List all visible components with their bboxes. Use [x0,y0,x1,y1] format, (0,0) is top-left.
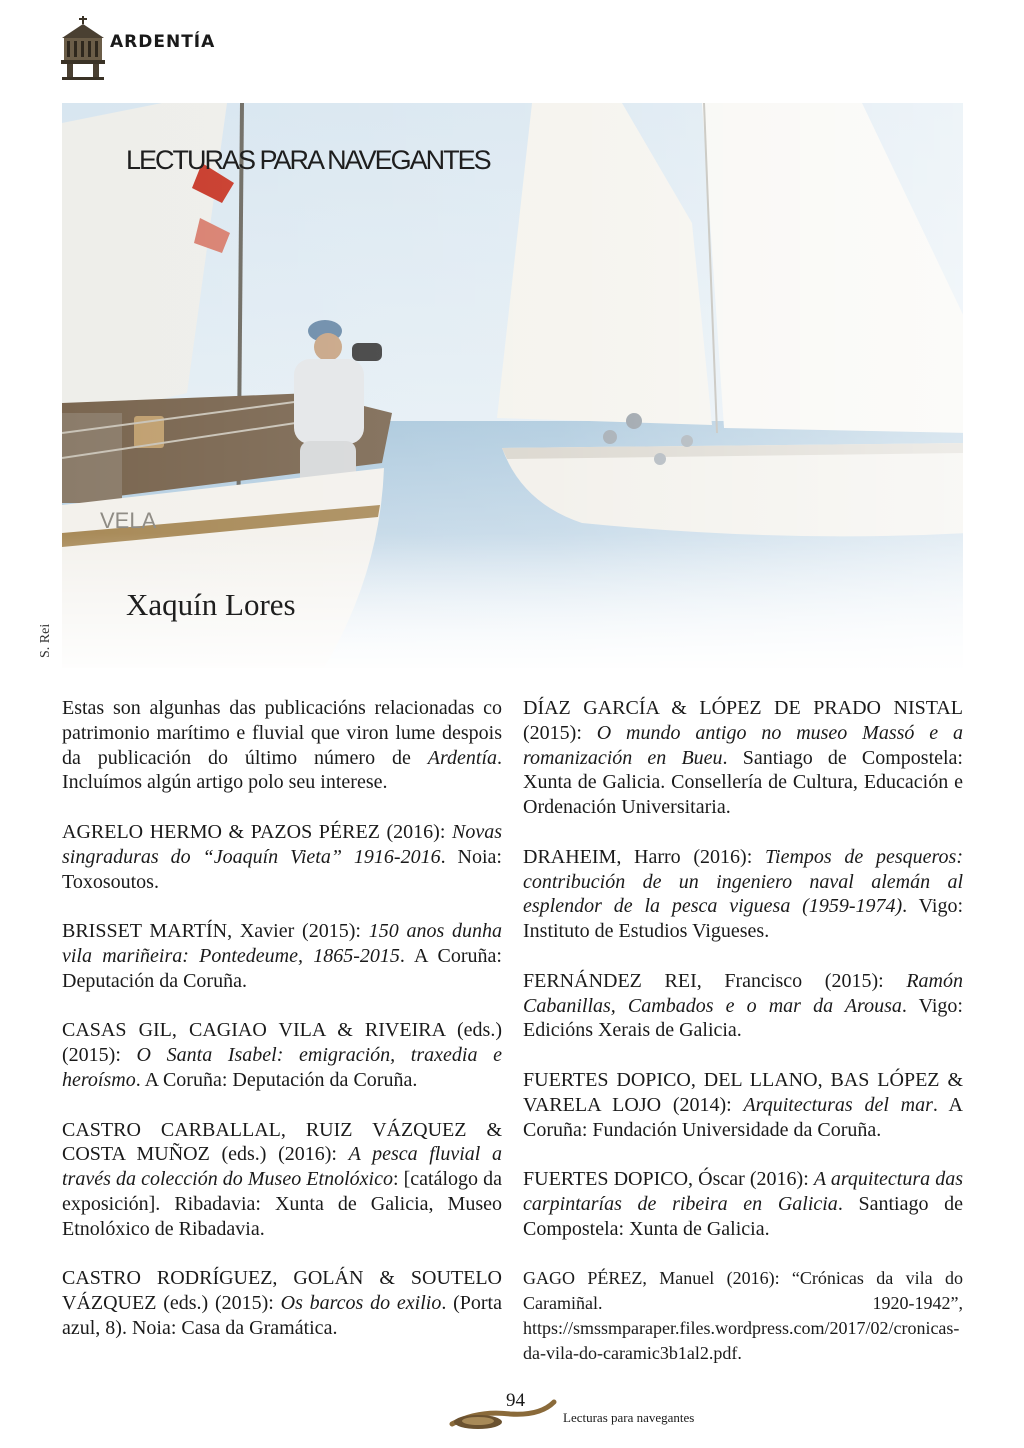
entry: CASAS GIL, CAGIAO VILA & RIVEIRA (eds.) (2015): O Santa Isabel: emigración, traxedia e heroísmo. A Coruña: Deputación da Coruña. [62,1019,502,1091]
entry: AGRELO HERMO & PAZOS PÉREZ (2016): Novas singraduras do “Joaquín Vieta” 1916-2016. Noia: Toxosoutos. [62,820,502,893]
author-name: Xaquín Lores [126,587,296,622]
entry: FUERTES DOPICO, DEL LLANO, BAS LÓPEZ & VARELA LOJO (2014): Arquitecturas del mar. A Coruña: Fundación Universidade da Coruña. [523,1068,964,1141]
right-column [523,696,963,1390]
entry: Estas son algunhas das publicacións relacionadas co patrimonio marítimo e fluvial que viron lume despois da publicación do último número de Ardentía. Incluímos algún artigo polo seu interese. [62,697,502,794]
section-title: LECTURAS PARA NAVEGANTES [126,145,490,175]
entry: DÍAZ GARCÍA & LÓPEZ DE PRADO NISTAL (2015): O mundo antigo no museo Massó e a romanización en Bueu. Santiago de Compostela: Xunta de Galicia. Consellería de Cultura, Educación e Ordenación Universitaria. [523,697,963,819]
entry: FERNÁNDEZ REI, Francisco (2015): Ramón Cabanillas, Cambados e o mar da Arousa. Vigo: Edicións Xerais de Galicia. [523,969,963,1042]
entry: CASTRO RODRÍGUEZ, GOLÁN & SOUTELO VÁZQUEZ (eds.) (2015): Os barcos do exilio. (Porta azul, 8). Noia: Casa da Gramática. [62,1267,502,1339]
entry: GAGO PÉREZ, Manuel (2016): “Crónicas da vila do Caramiñal. 1920-1942”, https://smssmparaper.files.wordpress.com/2017/02/cronicas-da-vila-do-caramic3b1al2.pdf. [523,1268,963,1363]
horreo-logo-icon [58,14,108,82]
magazine-name: ARDENTÍA [110,32,216,52]
rope-ornament-icon [448,1388,558,1432]
left-column [62,696,502,1366]
photo-credit: S. Rei [38,623,53,658]
footer-section-name: Lecturas para navegantes [563,1410,695,1425]
entry: FUERTES DOPICO, Óscar (2016): A arquitectura das carpintarías de ribeira en Galicia. Santiago de Compostela: Xunta de Galicia. [523,1168,963,1240]
entry: CASTRO CARBALLAL, RUIZ VÁZQUEZ & COSTA MUÑOZ (eds.) (2016): A pesca fluvial a través da colección do Museo Etnolóxico: [catálogo da exposición]. Ribadavia: Xunta de Galicia, Museo Etnolóxico de Ribadavia. [62,1118,502,1240]
page-header [58,14,358,84]
entry: BRISSET MARTÍN, Xavier (2015): 150 anos dunha vila mariñeira: Pontedeume, 1865-2015. A Coruña: Deputación da Coruña. [62,920,502,992]
page-number: 94 [506,1390,525,1411]
sailboats-photo [62,103,963,668]
entry: DRAHEIM, Harro (2016): Tiempos de pesqueros: contribución de un ingeniero naval alemán al esplendor de la pesca viguesa (1959-1974). Vigo: Instituto de Estudios Vigueses. [523,845,964,943]
hero-photo [62,103,963,668]
